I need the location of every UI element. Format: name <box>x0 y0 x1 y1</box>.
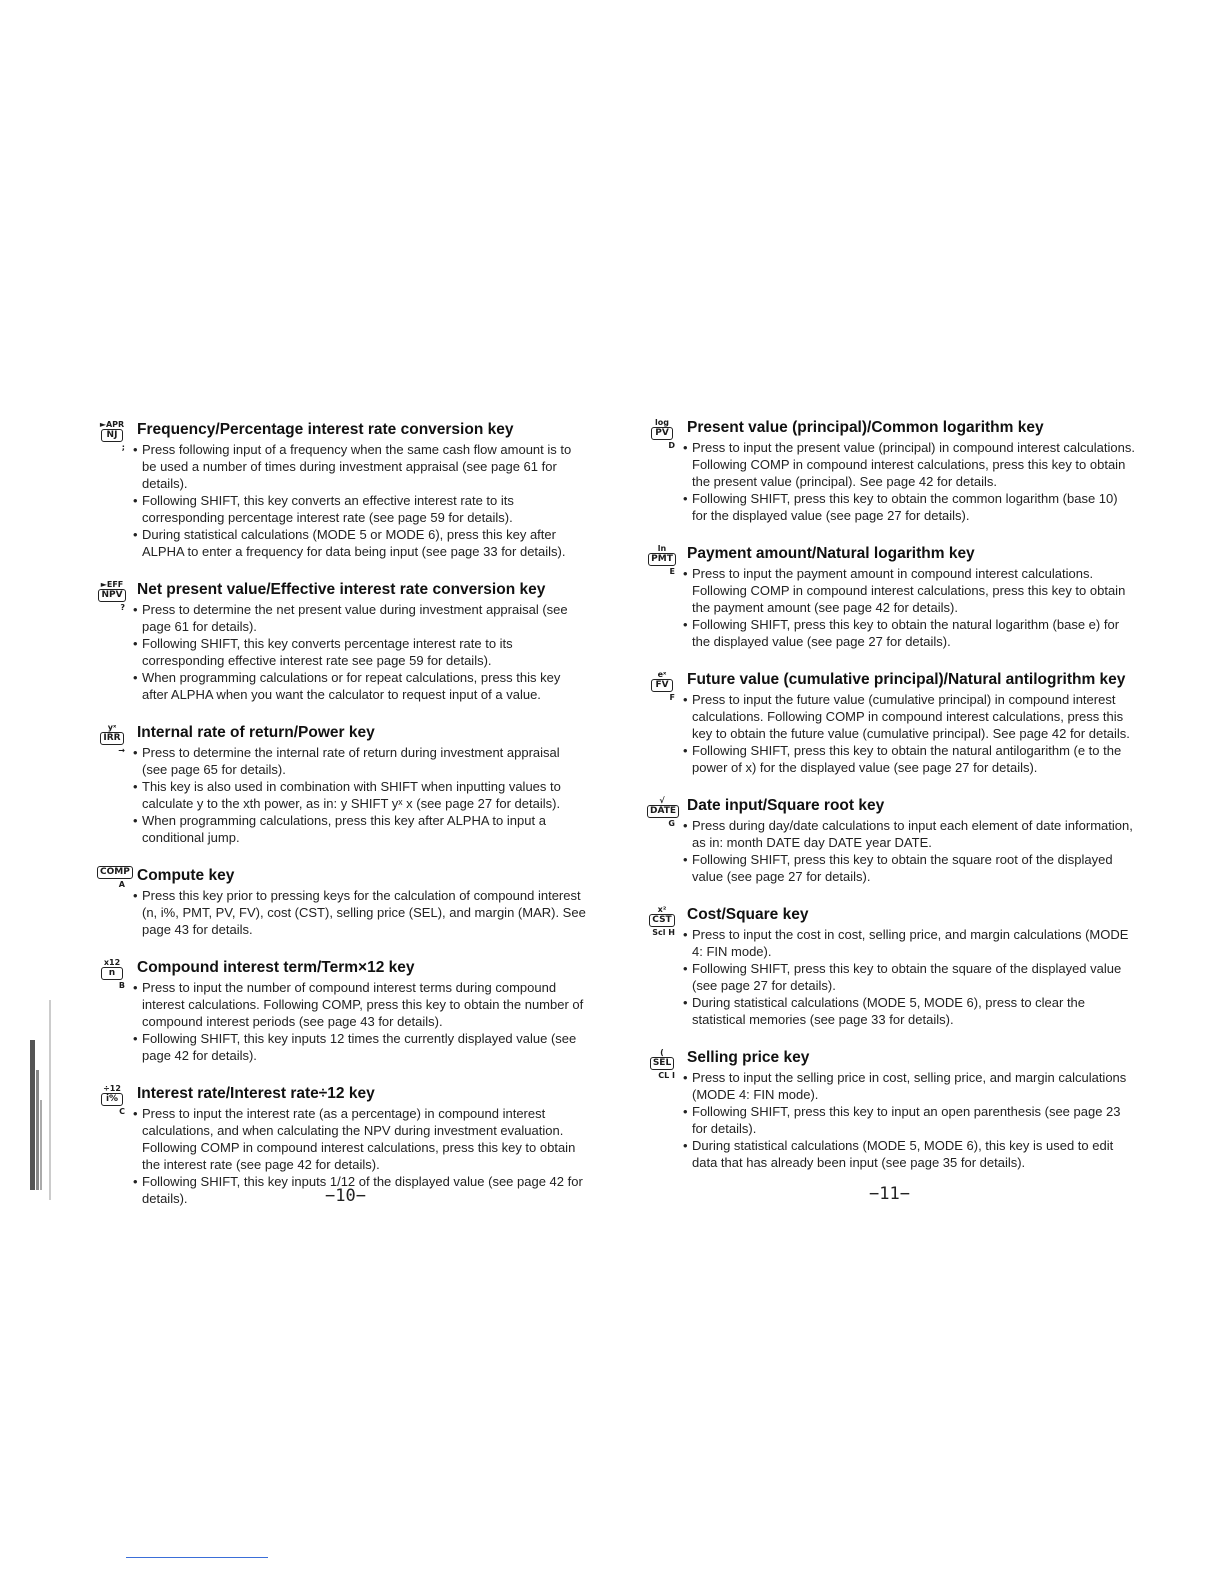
key-alpha-label: A <box>118 880 125 889</box>
page-number-left: −10− <box>325 1186 366 1206</box>
bullet-item: • Following SHIFT, this key converts an effective interest rate to its corresponding percentage interest rate (see page 59 for details). <box>133 492 587 526</box>
bullet-list <box>133 744 587 846</box>
bullet-item: • When programming calculations or for repeat calculations, press this key after ALPHA when you want the calculator to request input of a value. <box>133 669 587 703</box>
key-cap-label: SEL <box>650 1057 674 1070</box>
section-n-key <box>97 958 587 1064</box>
sel-key-icon <box>647 1048 677 1080</box>
irr-key-icon <box>97 723 127 755</box>
interest-rate-key-icon <box>97 1084 127 1116</box>
bullet-item: • Press to input the number of compound interest terms during compound interest calculations. Following COMP, press this key to obtain the number of compound interest periods (see page 43 for details). <box>133 979 587 1030</box>
key-alpha-label: ? <box>120 603 125 612</box>
key-shift-label: √ <box>659 796 665 805</box>
section-title: Payment amount/Natural logarithm key <box>687 545 975 562</box>
section-date-key <box>647 796 1135 885</box>
bullet-item: • Press to input the payment amount in compound interest calculations. Following COMP in compound interest calculations, press this key to obtain the payment amount (see page 42 for details). <box>683 565 1135 616</box>
bullet-item: • During statistical calculations (MODE 5, MODE 6), this key is used to edit data that has already been input (see page 35 for details). <box>683 1137 1135 1171</box>
section-title: Future value (cumulative principal)/Natural antilogrithm key <box>687 671 1126 688</box>
bullet-item: • Following SHIFT, this key inputs 12 times the currently displayed value (see page 42 for details). <box>133 1030 587 1064</box>
section-title: Frequency/Percentage interest rate conversion key <box>137 421 514 438</box>
key-cap-label: NJ <box>101 429 123 442</box>
bullet-item: • Press to input the present value (principal) in compound interest calculations. Following COMP in compound interest calculations, press this key to obtain the present value (principal). See page 42 for details. <box>683 439 1135 490</box>
key-cap-label: i% <box>101 1093 123 1106</box>
bullet-item: • Press to input the selling price in cost, selling price, and margin calculations (MODE 4: FIN mode). <box>683 1069 1135 1103</box>
bullet-item: • Following SHIFT, press this key to obtain the natural antilogarithm (e to the power of x) for the displayed value (see page 27 for details). <box>683 742 1135 776</box>
key-shift-label: ►EFF <box>100 580 124 589</box>
bullet-item: • Press to input the future value (cumulative principal) in compound interest calculations. Following COMP in compound interest calculations, press this key to obtain the future value (cumulative principal). See page 42 for details. <box>683 691 1135 742</box>
section-title: Compound interest term/Term×12 key <box>137 959 415 976</box>
bullet-item: • When programming calculations, press this key after ALPHA to input a conditional jump. <box>133 812 587 846</box>
key-alpha-label: D <box>668 441 675 450</box>
bullet-item: • Press to input the cost in cost, selling price, and margin calculations (MODE 4: FIN mode). <box>683 926 1135 960</box>
section-cst-key <box>647 905 1135 1028</box>
key-shift-label: yˣ <box>107 723 117 732</box>
bullet-item: • Following SHIFT, press this key to obtain the square root of the displayed value (see page 27 for details). <box>683 851 1135 885</box>
page-number-right: −11− <box>869 1184 910 1204</box>
key-alpha-label: CL I <box>658 1071 675 1080</box>
n-key-icon <box>97 958 127 990</box>
key-shift-label: x² <box>657 905 667 914</box>
key-alpha-label: C <box>119 1107 125 1116</box>
key-alpha-label: ; <box>121 443 125 452</box>
bullet-item: • Following SHIFT, press this key to obtain the common logarithm (base 10) for the displayed value (see page 27 for details). <box>683 490 1135 524</box>
key-shift-label: x12 <box>103 958 121 967</box>
key-cap-label: PMT <box>648 553 676 566</box>
bullet-list <box>683 691 1135 776</box>
key-cap-label: n <box>101 967 123 980</box>
key-cap-label: PV <box>651 427 673 440</box>
section-title: Cost/Square key <box>687 906 809 923</box>
bullet-list <box>683 817 1135 885</box>
section-irr-key <box>97 723 587 846</box>
npv-key-icon <box>97 580 127 612</box>
npv-key-icon <box>97 420 127 452</box>
section-npv-key <box>97 580 587 703</box>
key-alpha-label: → <box>118 746 125 755</box>
key-shift-label: ►APR <box>99 420 125 429</box>
bullet-list <box>133 441 587 560</box>
key-cap-label: FV <box>651 679 673 692</box>
section-title: Selling price key <box>687 1049 810 1066</box>
key-alpha-label: G <box>668 819 675 828</box>
bullet-list <box>133 601 587 703</box>
bullet-item: • Following SHIFT, press this key to obtain the square of the displayed value (see page 27 for details). <box>683 960 1135 994</box>
date-key-icon <box>647 796 677 828</box>
pv-key-icon <box>647 418 677 450</box>
bullet-list <box>683 565 1135 650</box>
key-cap-label: COMP <box>97 866 133 879</box>
section-title: Date input/Square root key <box>687 797 885 814</box>
bullet-list <box>133 887 587 938</box>
key-shift-label: eˣ <box>657 670 667 679</box>
key-alpha-label: E <box>669 567 675 576</box>
key-shift-label: ( <box>660 1048 664 1057</box>
key-alpha-label: B <box>118 981 125 990</box>
bullet-item: • Press to input the interest rate (as a percentage) in compound interest calculations, and when calculating the NPV during investment evaluation. Following COMP in compound interest calculations, press this key to obtain the interest rate (see page 42 for details). <box>133 1105 587 1173</box>
section-fv-key <box>647 670 1135 776</box>
section-apr-key <box>97 420 587 560</box>
bullet-item: • Following SHIFT, press this key to obtain the natural logarithm (base e) for the displayed value (see page 27 for details). <box>683 616 1135 650</box>
bullet-item: • During statistical calculations (MODE 5, MODE 6), press to clear the statistical memories (see page 33 for details). <box>683 994 1135 1028</box>
section-title: Interest rate/Interest rate÷12 key <box>137 1085 375 1102</box>
bullet-item: • Press during day/date calculations to input each element of date information, as in: month DATE day DATE year DATE. <box>683 817 1135 851</box>
bullet-item: • Press this key prior to pressing keys for the calculation of compound interest (n, i%, PMT, PV, FV), cost (CST), selling price (SEL), and margin (MAR). See page 43 for details. <box>133 887 587 938</box>
bullet-list <box>683 1069 1135 1171</box>
key-alpha-label: Scl H <box>652 928 675 937</box>
bullet-item: • Press to determine the net present value during investment appraisal (see page 61 for details). <box>133 601 587 635</box>
comp-key-icon <box>97 866 130 889</box>
key-shift-label: log <box>655 418 669 427</box>
key-cap-label: DATE <box>647 805 679 818</box>
cst-key-icon <box>647 905 677 937</box>
bullet-list <box>683 439 1135 524</box>
bullet-item: • This key is also used in combination with SHIFT when inputting values to calculate y to the xth power, as in: y SHIFT yˣ x (see page 27 for details). <box>133 778 587 812</box>
bullet-item: • Press following input of a frequency when the same cash flow amount is to be used a number of times during investment appraisal (see page 61 for details). <box>133 441 587 492</box>
key-cap-label: IRR <box>100 732 123 745</box>
section-pv-key <box>647 418 1135 524</box>
bullet-list <box>683 926 1135 1028</box>
section-sel-key <box>647 1048 1135 1171</box>
right-page <box>647 418 1135 1191</box>
section-title: Internal rate of return/Power key <box>137 724 375 741</box>
link-underline <box>126 1557 268 1558</box>
key-shift-label: ln <box>657 544 667 553</box>
bullet-item: • Press to determine the internal rate of return during investment appraisal (see page 65 for details). <box>133 744 587 778</box>
section-title: Net present value/Effective interest rate conversion key <box>137 581 546 598</box>
fv-key-icon <box>647 670 677 702</box>
pmt-key-icon <box>647 544 677 576</box>
binding-edge <box>28 1000 56 1200</box>
bullet-item: • Following SHIFT, press this key to input an open parenthesis (see page 23 for details). <box>683 1103 1135 1137</box>
key-cap-label: NPV <box>98 589 125 602</box>
left-page <box>97 420 587 1227</box>
key-alpha-label: F <box>669 693 675 702</box>
section-title: Present value (principal)/Common logarithm key <box>687 419 1044 436</box>
bullet-item: • Following SHIFT, this key converts percentage interest rate to its corresponding effective interest rate see page 59 for details). <box>133 635 587 669</box>
section-comp-key <box>97 866 587 938</box>
bullet-item: • During statistical calculations (MODE 5 or MODE 6), press this key after ALPHA to enter a frequency for data being input (see page 33 for details). <box>133 526 587 560</box>
key-cap-label: CST <box>649 914 674 927</box>
section-pmt-key <box>647 544 1135 650</box>
bullet-list <box>133 979 587 1064</box>
bullet-item: • Following SHIFT, this key inputs 1/12 of the displayed value (see page 42 for details). <box>133 1173 587 1207</box>
key-shift-label: ÷12 <box>103 1084 121 1093</box>
section-title: Compute key <box>137 867 235 884</box>
